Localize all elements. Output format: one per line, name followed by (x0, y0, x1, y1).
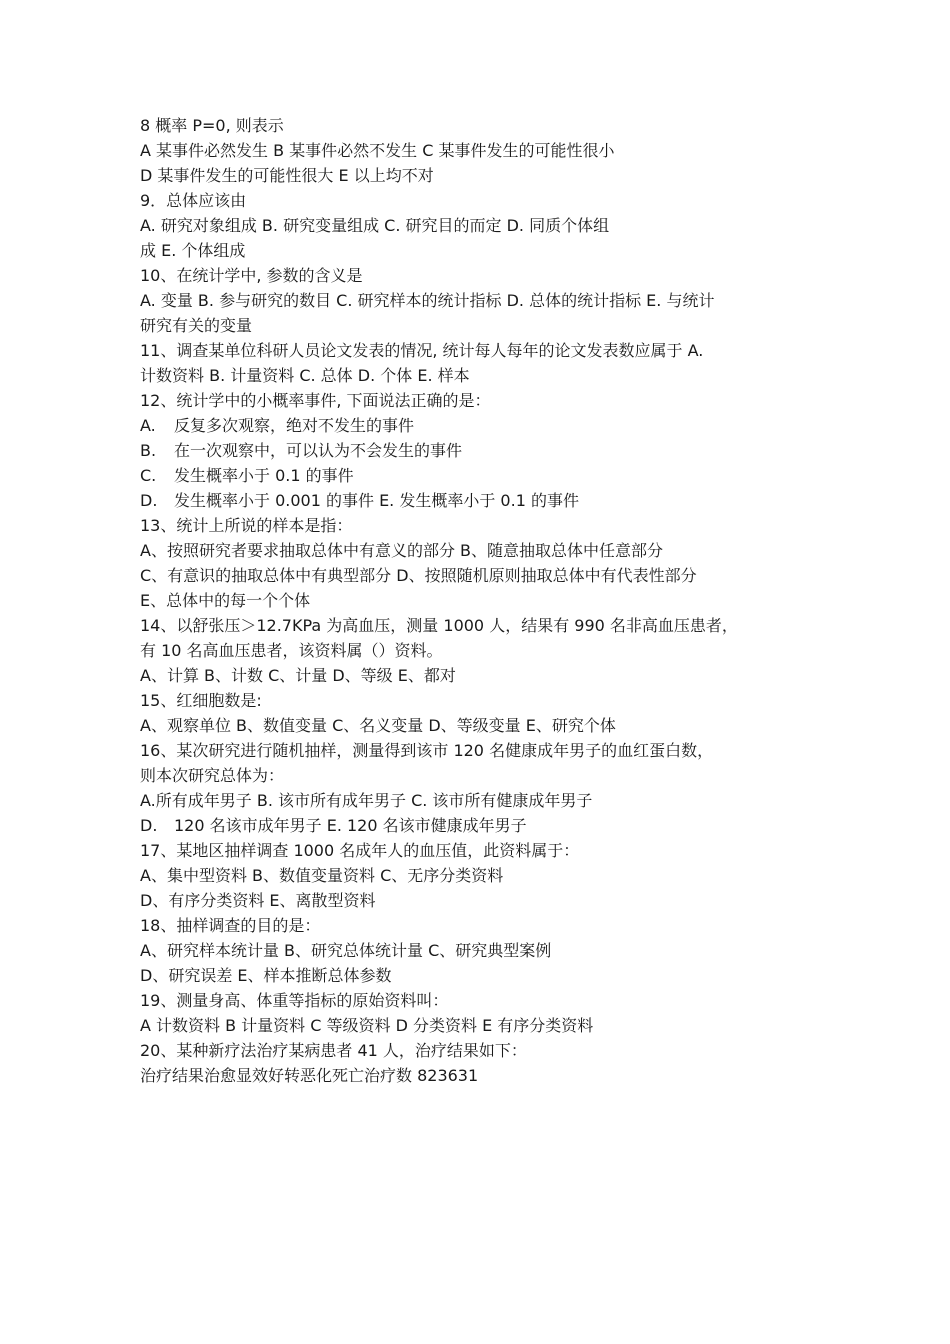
question-10-options-line-2: 研究有关的变量 (140, 316, 253, 335)
question-14-options: A、计算 B、计数 C、计量 D、等级 E、都对 (140, 666, 456, 685)
question-8-options-line-2: D 某事件发生的可能性很大 E 以上均不对 (140, 166, 434, 185)
question-16-stem-line-2: 则本次研究总体为： (140, 766, 285, 785)
question-17-options-line-1: A、集中型资料 B、数值变量资料 C、无序分类资料 (140, 866, 504, 885)
question-9-options-line-1: A. 研究对象组成 B. 研究变量组成 C. 研究目的而定 D. 同质个体组 (140, 216, 610, 235)
question-15-stem: 15、红细胞数是: (140, 691, 262, 710)
question-10-stem: 10、在统计学中, 参数的含义是 (140, 266, 363, 285)
question-12-option-b (140, 438, 808, 463)
question-17-stem: 17、某地区抽样调查 1000 名成年人的血压值，此资料属于： (140, 841, 580, 860)
question-15-options: A、观察单位 B、数值变量 C、名义变量 D、等级变量 E、研究个体 (140, 716, 616, 735)
question-12-option-a (140, 413, 808, 438)
question-18-options-line-1: A、研究样本统计量 B、研究总体统计量 C、研究典型案例 (140, 941, 552, 960)
option-text: 发生概率小于 0.1 的事件 (174, 466, 354, 485)
option-label: D. (140, 491, 158, 510)
question-16-options-line-1: A.所有成年男子 B. 该市所有成年男子 C. 该市所有健康成年男子 (140, 791, 593, 810)
question-16-stem-line-1: 16、某次研究进行随机抽样，测量得到该市 120 名健康成年男子的血红蛋白数， (140, 741, 714, 760)
question-11-options: 计数资料 B. 计量资料 C. 总体 D. 个体 E. 样本 (140, 366, 470, 385)
question-14-stem-line-1: 14、以舒张压＞12.7KPa 为高血压，测量 1000 人，结果有 990 名非高血压患者， (140, 616, 738, 635)
document-body (140, 113, 808, 1088)
question-14-stem-line-2: 有 10 名高血压患者，该资料属（）资料。 (140, 641, 443, 660)
question-12-stem: 12、统计学中的小概率事件, 下面说法正确的是： (140, 391, 491, 410)
question-13-options-line-2: C、有意识的抽取总体中有典型部分 D、按照随机原则抽取总体中有代表性部分 (140, 566, 697, 585)
question-13-options-line-1: A、按照研究者要求抽取总体中有意义的部分 B、随意抽取总体中任意部分 (140, 541, 664, 560)
option-label: C. (140, 466, 157, 485)
question-10-options-line-1: A. 变量 B. 参与研究的数目 C. 研究样本的统计指标 D. 总体的统计指标 E. 与统计 (140, 291, 715, 310)
question-11-stem: 11、调查某单位科研人员论文发表的情况, 统计每人每年的论文发表数应属于 A. (140, 341, 704, 360)
question-9-options-line-2: 成 E. 个体组成 (140, 241, 246, 260)
question-9-stem: 9．总体应该由 (140, 191, 247, 210)
question-19-stem: 19、测量身高、体重等指标的原始资料叫： (140, 991, 449, 1010)
option-label: B. (140, 441, 157, 460)
question-17-options-line-2: D、有序分类资料 E、离散型资料 (140, 891, 376, 910)
question-8-options-line-1: A 某事件必然发生 B 某事件必然不发生 C 某事件发生的可能性很小 (140, 141, 615, 160)
option-text: 120 名该市成年男子 E. 120 名该市健康成年男子 (174, 816, 527, 835)
question-13-stem: 13、统计上所说的样本是指： (140, 516, 353, 535)
question-18-stem: 18、抽样调查的目的是： (140, 916, 321, 935)
option-label: D. (140, 816, 158, 835)
option-text: 发生概率小于 0.001 的事件 E. 发生概率小于 0.1 的事件 (174, 491, 579, 510)
option-label: A. (140, 416, 156, 435)
question-20-stem: 20、某种新疗法治疗某病患者 41 人，治疗结果如下： (140, 1041, 527, 1060)
question-16-options-line-2 (140, 813, 808, 838)
option-text: 反复多次观察，绝对不发生的事件 (174, 416, 415, 435)
question-12-option-c (140, 463, 808, 488)
question-19-options: A 计数资料 B 计量资料 C 等级资料 D 分类资料 E 有序分类资料 (140, 1016, 594, 1035)
question-8-stem: 8 概率 P=0, 则表示 (140, 116, 284, 135)
question-18-options-line-2: D、研究误差 E、样本推断总体参数 (140, 966, 392, 985)
option-text: 在一次观察中，可以认为不会发生的事件 (174, 441, 463, 460)
question-13-options-line-3: E、总体中的每一个个体 (140, 591, 311, 610)
question-12-option-d (140, 488, 808, 513)
question-20-table-text: 治疗结果治愈显效好转恶化死亡治疗数 823631 (140, 1066, 479, 1085)
